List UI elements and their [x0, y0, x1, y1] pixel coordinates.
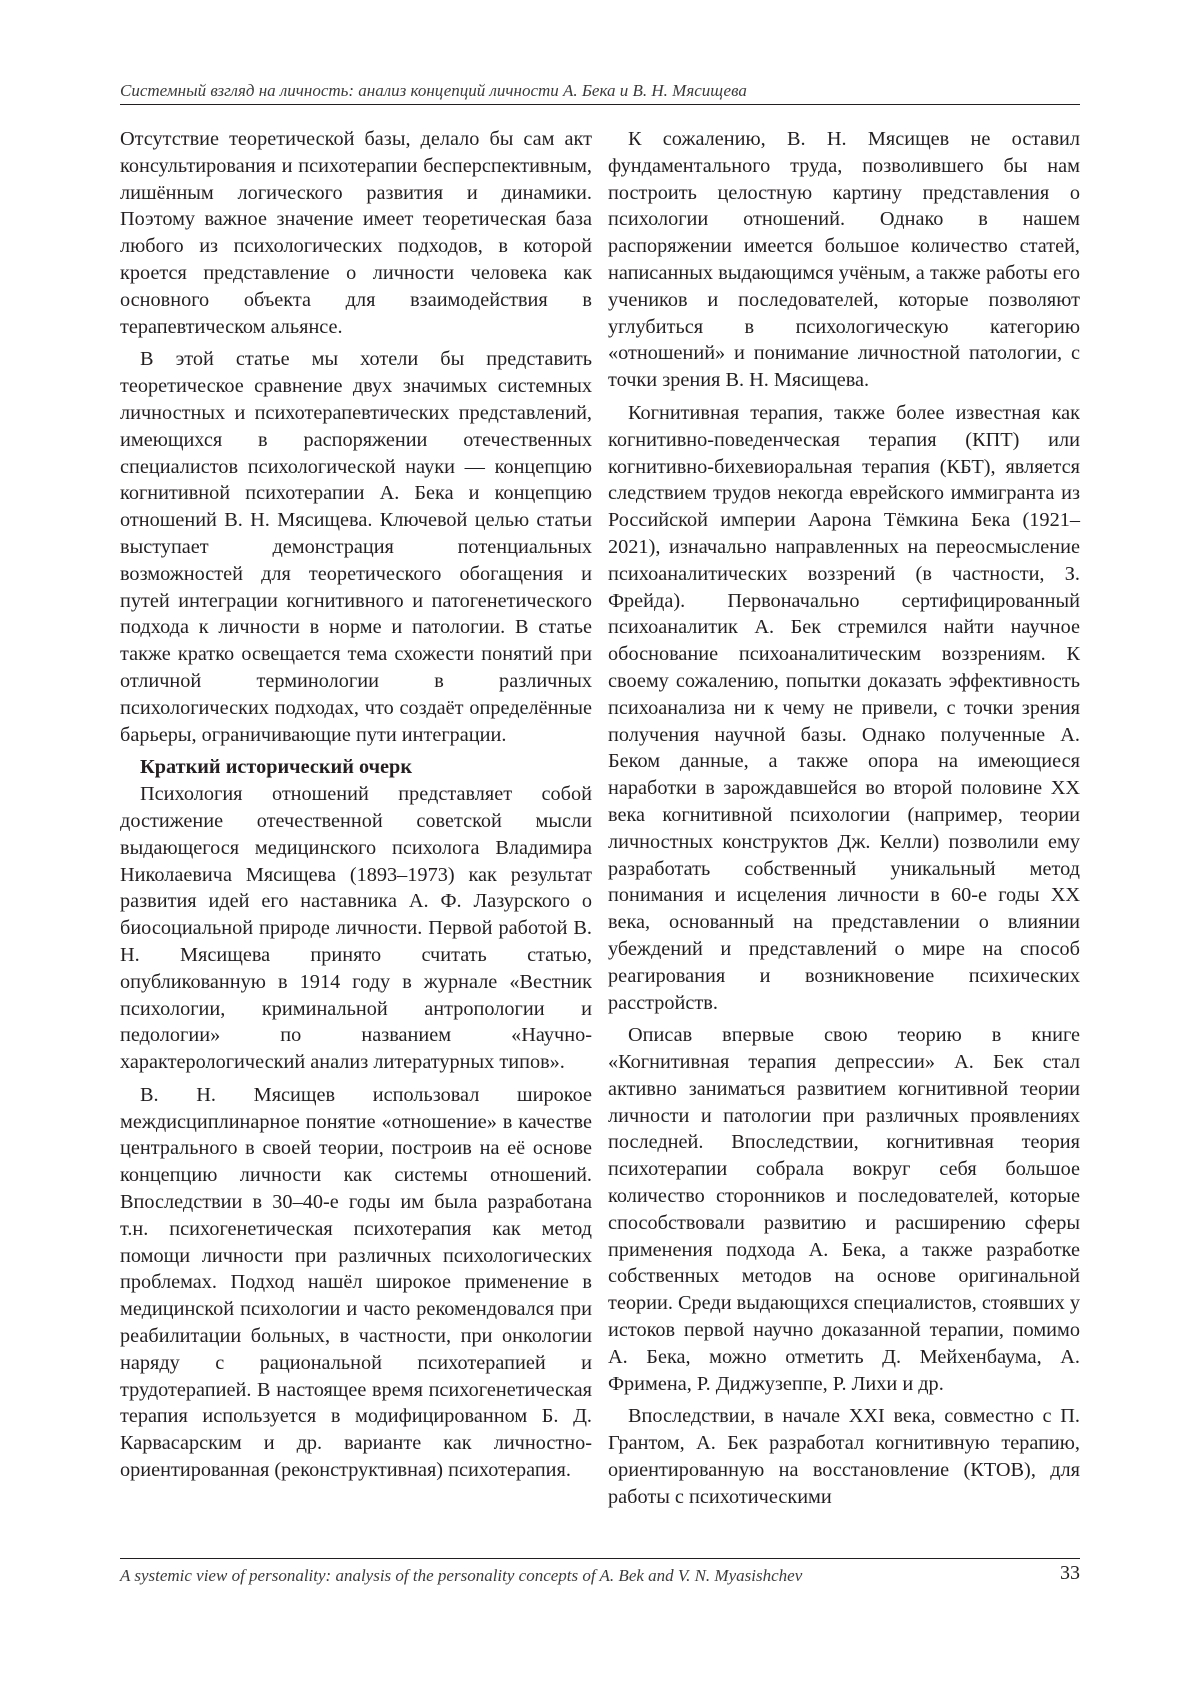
section-heading: Краткий исторический очерк — [140, 756, 413, 779]
header-rule — [120, 104, 1080, 105]
right-column — [608, 126, 1080, 1517]
page-number: 33 — [1060, 1562, 1080, 1584]
paragraph: Описав впервые свою теорию в книге «Когнитивная терапия депрессии» А. Бек стал активно заниматься развитием когнитивной теории личности и патологии при различных проявлениях последней. Впоследствии, когнитивная теория психотерапии собрала вокруг себя большое количество сторонников и последователей, которые способствовали развитию и расширению сферы применения подхода А. Бека, а также разработке собственных методов на основе оригинальной теории. Среди выдающихся специалистов, стоявших у истоков первой научно доказанной терапии, помимо А. Бека, можно отметить Д. Мейхенбаума, А. Фримена, Р. Диджузеппе, Р. Лихи и др. — [608, 1024, 1080, 1395]
paragraph: Психология отношений представляет собой достижение отечественной советской мысли выдающегося медицинского психолога Владимира Николаевича Мясищева (1893–1973) как результат развития идей его наставника А. Ф. Лазурского о биосоциальной природе личности. Первой работой В. Н. Мясищева принято считать статью, опубликованную в 1914 году в журнале «Вестник психологии, криминальной антропологии и педологии» по названием «Научно-характерологический анализ литературных типов». — [120, 783, 592, 1074]
running-head: Системный взгляд на личность: анализ концепций личности А. Бека и В. Н. Мясищева — [120, 81, 747, 100]
running-foot: A systemic view of personality: analysis of the personality concepts of A. Bek and V. N. Myasishchev — [120, 1566, 803, 1585]
paragraph: В этой статье мы хотели бы представить теоретическое сравнение двух значимых системных личностных и психотерапевтических представлений, имеющихся в распоряжении отечественных специалистов психологической науки — концепцию когнитивной психотерапии А. Бека и концепцию отношений В. Н. Мясищева. Ключевой целью статьи выступает демонстрация потенциальных возможностей для теоретического обогащения и путей интеграции когнитивного и патогенетического подхода к личности в норме и патологии. В статье также кратко освещается тема схожести понятий при отличной терминологии в различных психологических подходах, что создаёт определённые барьеры, ограничивающие пути интеграции. — [120, 348, 592, 746]
paragraph: Когнитивная терапия, также более известная как когнитивно-поведенческая терапия (КПТ) или когнитивно-бихевиоральная терапия (КБТ), является следствием трудов некогда еврейского иммигранта из Российской империи Аарона Тёмкина Бека (1921–2021), изначально направленных на переосмысление психоаналитических воззрений (в частности, З. Фрейда). Первоначально сертифицированный психоаналитик А. Бек стремился найти научное обоснование психоаналитическим воззрениям. К своему сожалению, попытки доказать эффективность психоанализа ни к чему не привели, с точки зрения получения научной базы. Однако полученные А. Беком данные, а также опора на имеющиеся наработки в зарождавшейся во второй половине XX века когнитивной психологии (например, теории личностных конструктов Дж. Келли) позволили ему разработать собственный уникальный метод понимания и исцеления личности в 60-е годы XX века, основанный на представлении о влиянии убеждений и представлений о мире на способ реагирования и возникновение психических расстройств. — [608, 401, 1080, 1014]
paragraph: Впоследствии, в начале XXI века, совместно с П. Грантом, А. Бек разработал когнитивную терапию, ориентированную на восстановление (КТОВ), для работы с психотическими — [608, 1405, 1080, 1508]
footer-rule — [120, 1558, 1080, 1559]
paragraph: Отсутствие теоретической базы, делало бы сам акт консультирования и психотерапии бесперспективным, лишённым логического развития и динамики. Поэтому важное значение имеет теоретическая база любого из психологических подходов, в которой кроется представление о личности человека как основного объекта для взаимодействия в терапевтическом альянсе. — [120, 128, 592, 338]
left-column — [120, 126, 592, 1490]
paragraph: В. Н. Мясищев использовал широкое междисциплинарное понятие «отношение» в качестве центрального в своей теории, построив на её основе концепцию личности как системы отношений. Впоследствии в 30–40-е годы им была разработана т.н. психогенетическая психотерапия как метод помощи личности при различных психологических проблемах. Подход нашёл широкое применение в медицинской психологии и часто рекомендовался при реабилитации больных, в частности, при онкологии наряду с рациональной психотерапией и трудотерапией. В настоящее время психогенетическая терапия используется в модифицированном Б. Д. Карвасарским и др. варианте как личностно-ориентированная (реконструктивная) психотерапия. — [120, 1083, 592, 1482]
paragraph: К сожалению, В. Н. Мясищев не оставил фундаментального труда, позволившего бы нам построить целостную картину представления о психологии отношений. Однако в нашем распоряжении имеется большое количество статей, написанных выдающимся учёным, а также работы его учеников и последователей, которые позволяют углубиться в психологическую категорию «отношений» и понимание личностной патологии, с точки зрения В. Н. Мясищева. — [608, 128, 1080, 392]
